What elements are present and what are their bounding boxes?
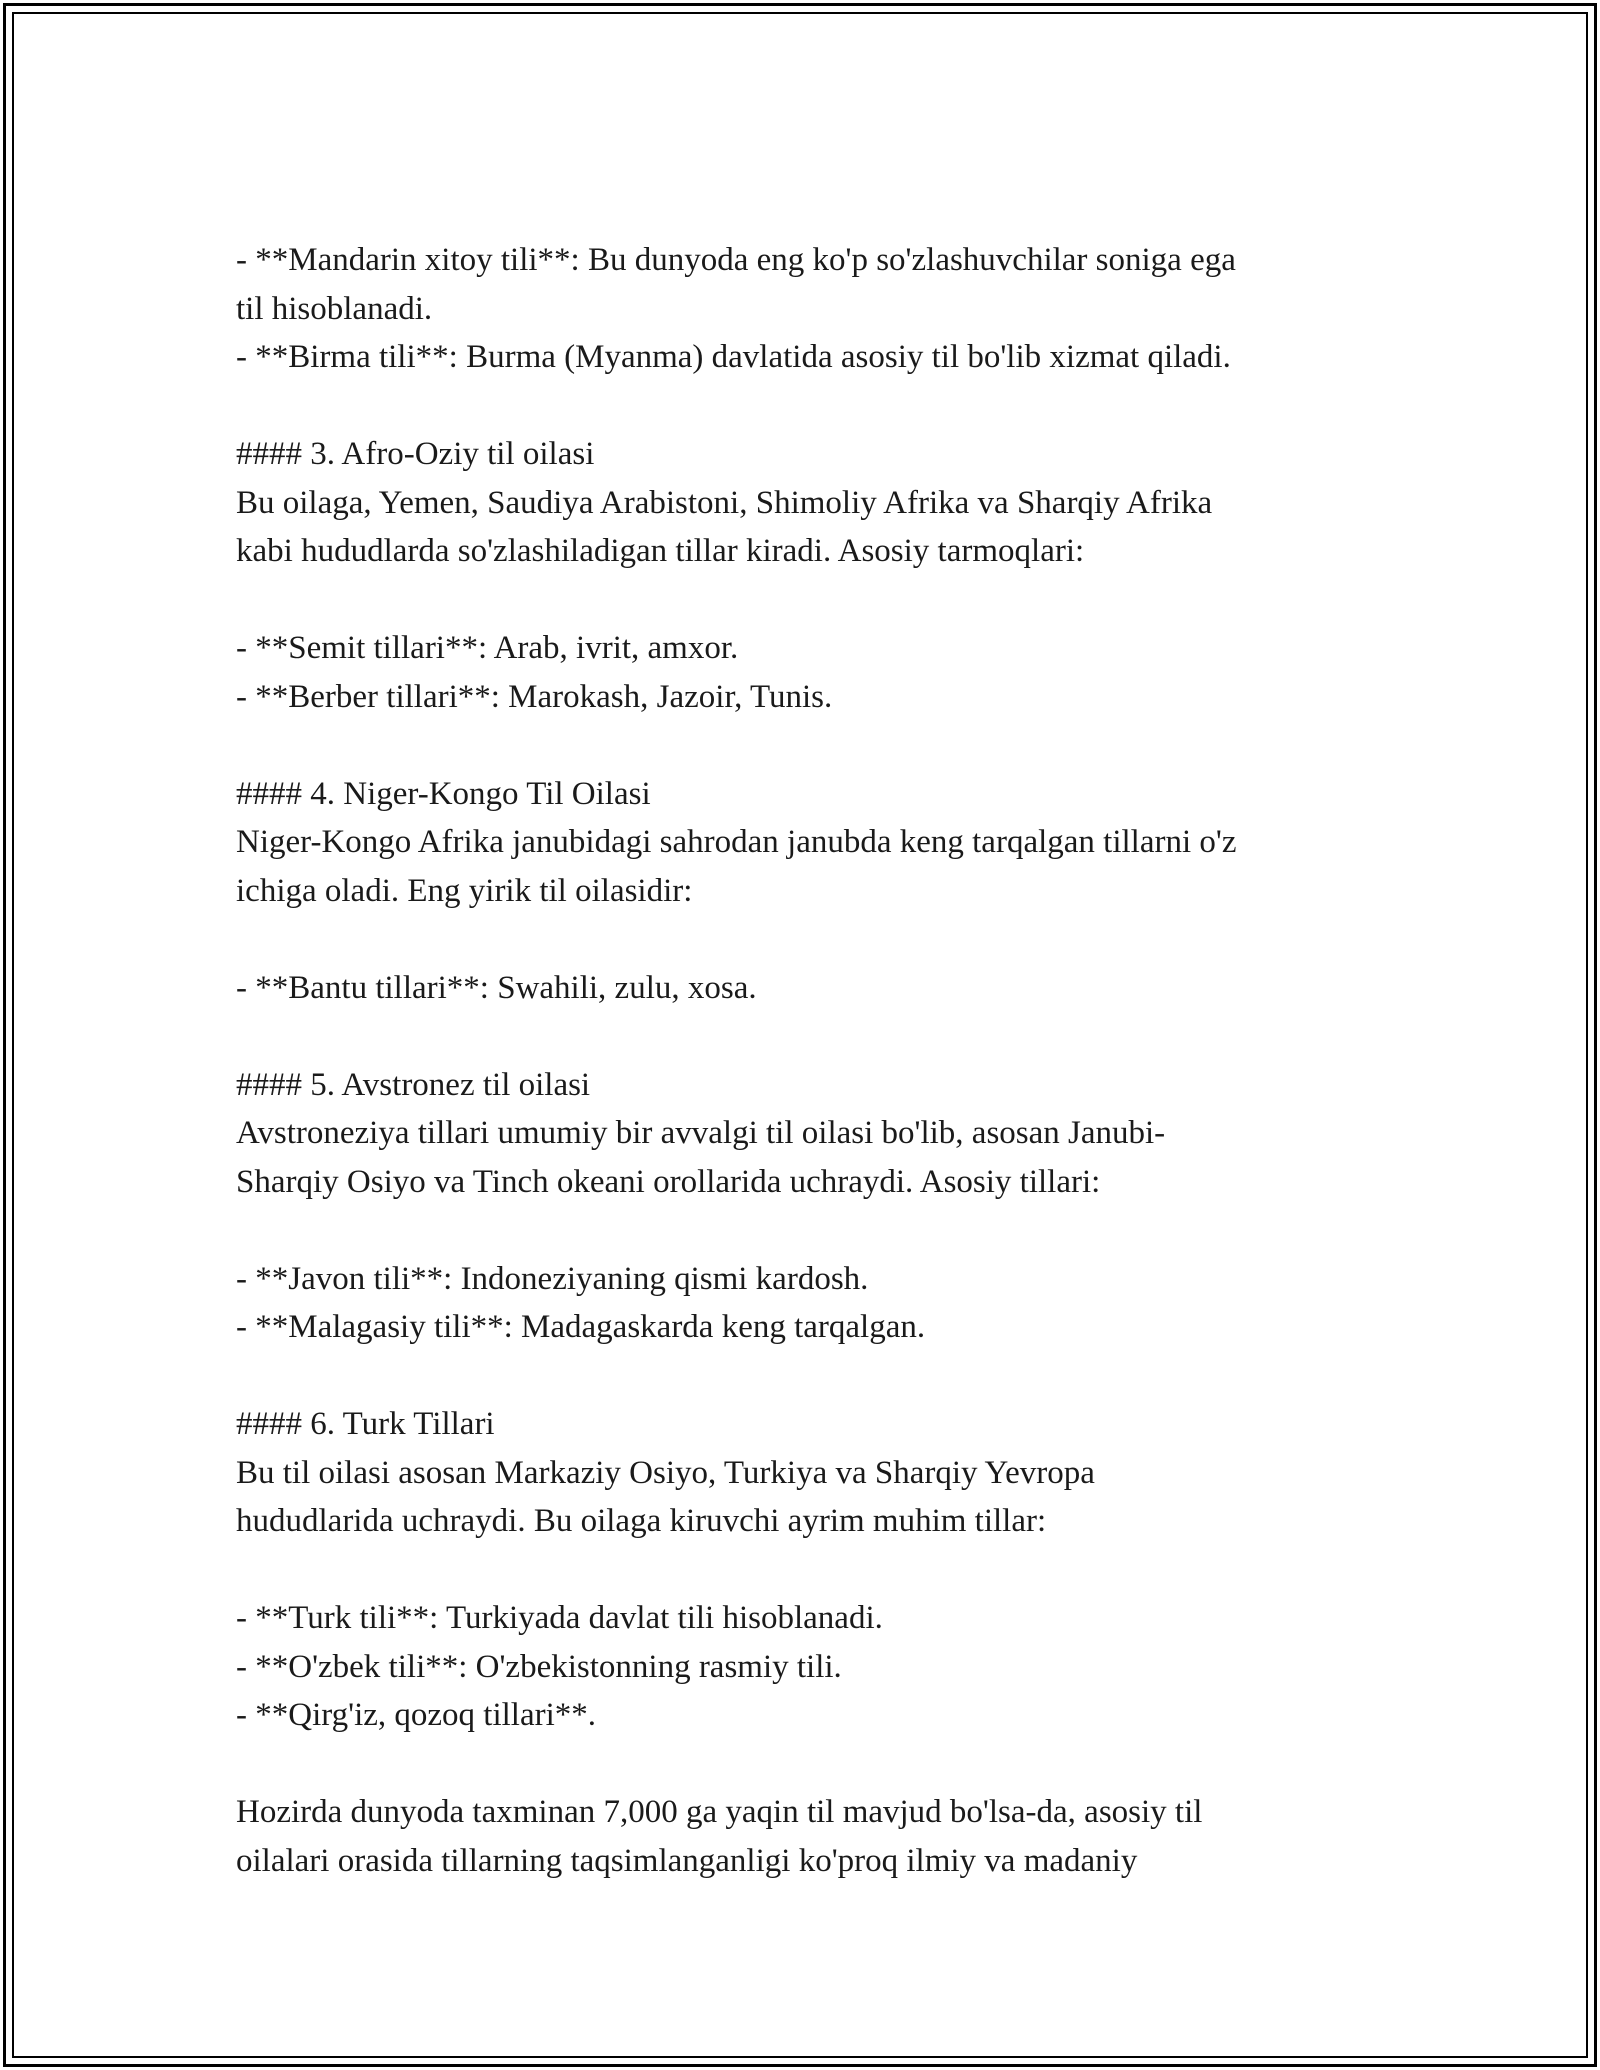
section-heading: #### 6. Turk Tillari (236, 1406, 495, 1442)
blank-line (236, 1546, 1366, 1595)
blank-line (236, 1352, 1366, 1401)
text-line: hududlarida uchraydi. Bu oilaga kiruvchi ayrim muhim tillar: (236, 1503, 1047, 1539)
document-body (236, 236, 1366, 1885)
blank-line (236, 382, 1366, 431)
blank-line (236, 915, 1366, 964)
list-item: - **Qirg'iz, qozoq tillari**. (236, 1697, 597, 1733)
text-line: til hisoblanadi. (236, 290, 433, 327)
list-item: - **Javon tili**: Indoneziyaning qismi kardosh. (236, 1260, 869, 1297)
text-line: Hozirda dunyoda taxminan 7,000 ga yaqin til mavjud bo'lsa-da, asosiy til (236, 1794, 1203, 1830)
blank-line (236, 576, 1366, 625)
section-heading: #### 4. Niger-Kongo Til Oilasi (236, 775, 651, 812)
blank-line (236, 1740, 1366, 1789)
text-line: Bu oilaga, Yemen, Saudiya Arabistoni, Shimoliy Afrika va Sharqiy Afrika (236, 484, 1213, 521)
text-line: ichiga oladi. Eng yirik til oilasidir: (236, 872, 693, 909)
text-line: oilalari orasida tillarning taqsimlanganligi ko'proq ilmiy va madaniy (236, 1842, 1138, 1879)
text-line: kabi hududlarda so'zlashiladigan tillar kiradi. Asosiy tarmoqlari: (236, 533, 1085, 569)
section-heading: #### 5. Avstronez til oilasi (236, 1066, 591, 1103)
list-item: - **Bantu tillari**: Swahili, zulu, xosa. (236, 969, 757, 1006)
text-line: - **Birma tili**: Burma (Myanma) davlatida asosiy til bo'lib xizmat qiladi. (236, 339, 1231, 375)
list-item: - **O'zbek tili**: O'zbekistonning rasmiy tili. (236, 1648, 842, 1685)
blank-line (236, 1012, 1366, 1061)
blank-line (236, 1206, 1366, 1255)
blank-line (236, 721, 1366, 770)
text-line: Niger-Kongo Afrika janubidagi sahrodan janubda keng tarqalgan tillarni o'z (236, 824, 1237, 860)
list-item: - **Berber tillari**: Marokash, Jazoir, Tunis. (236, 678, 833, 715)
section-heading: #### 3. Afro-Oziy til oilasi (236, 436, 595, 472)
text-line: Sharqiy Osiyo va Tinch okeani orollarida uchraydi. Asosiy tillari: (236, 1163, 1101, 1200)
list-item: - **Malagasiy tili**: Madagaskarda keng tarqalgan. (236, 1309, 926, 1345)
text-line: - **Mandarin xitoy tili**: Bu dunyoda eng ko'p so'zlashuvchilar soniga ega (236, 242, 1236, 278)
text-line: Bu til oilasi asosan Markaziy Osiyo, Turkiya va Sharqiy Yevropa (236, 1454, 1095, 1491)
list-item: - **Semit tillari**: Arab, ivrit, amxor. (236, 630, 739, 666)
text-line: Avstroneziya tillari umumiy bir avvalgi til oilasi bo'lib, asosan Janubi- (236, 1115, 1166, 1151)
list-item: - **Turk tili**: Turkiyada davlat tili hisoblanadi. (236, 1600, 883, 1636)
